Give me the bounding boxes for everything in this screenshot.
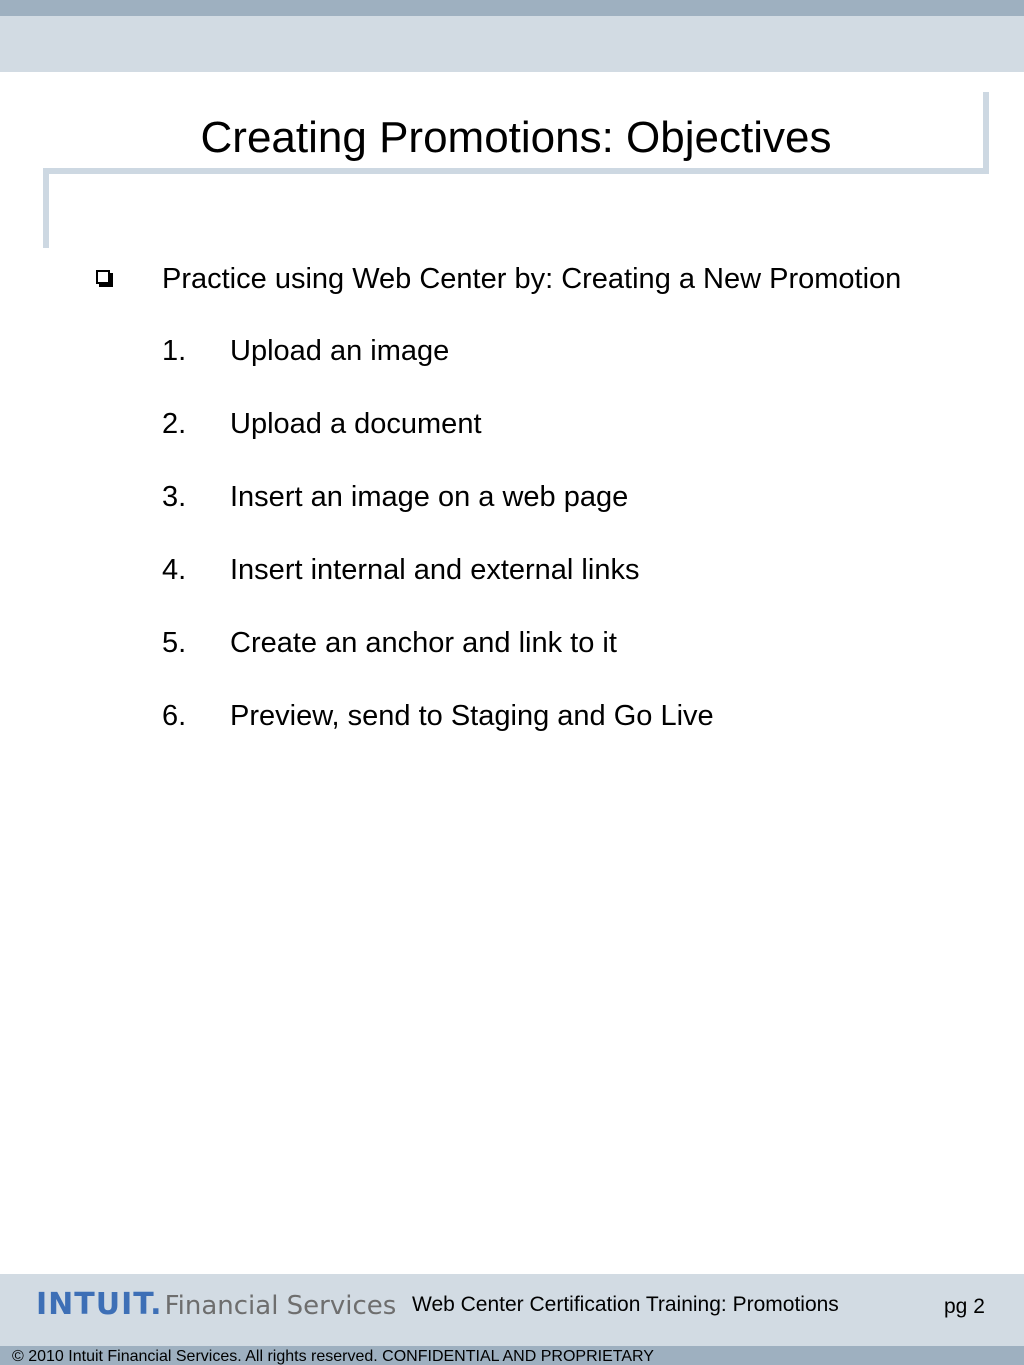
slide-title: Creating Promotions: Objectives [200,113,832,162]
steps-list [162,334,962,772]
step-number: 3. [162,481,187,513]
course-title: Web Center Certification Training: Promotions [412,1293,839,1316]
step-number: 2. [162,408,187,440]
step-number: 5. [162,627,187,659]
step-text: Insert internal and external links [230,554,640,586]
list-item [162,334,962,407]
logo-tagline: Financial Services [164,1291,397,1321]
step-text: Upload a document [230,408,482,440]
step-number: 1. [162,335,187,367]
list-item [162,626,962,699]
intuit-logo [36,1280,396,1330]
list-item [162,699,962,772]
step-number: 4. [162,554,187,586]
copyright-notice: © 2010 Intuit Financial Services. All rights reserved. CONFIDENTIAL AND PROPRIETARY [12,1348,654,1365]
logo-brand: INTUIT. [36,1287,163,1322]
list-item [162,553,962,626]
title-frame-left [43,168,49,248]
header-band [0,16,1024,72]
step-text: Upload an image [230,335,450,367]
step-number: 6. [162,700,187,732]
step-text: Preview, send to Staging and Go Live [230,700,714,732]
bullet-text: Practice using Web Center by: Creating a New Promotion [162,263,902,295]
step-text: Insert an image on a web page [230,481,629,513]
list-item [162,480,962,553]
page-number: pg 2 [944,1295,985,1318]
checkbox-icon [96,270,110,284]
top-strip [0,0,1024,16]
list-item [162,407,962,480]
title-frame-bottom [43,168,989,174]
objective-bullet [96,262,996,296]
step-text: Create an anchor and link to it [230,627,617,659]
